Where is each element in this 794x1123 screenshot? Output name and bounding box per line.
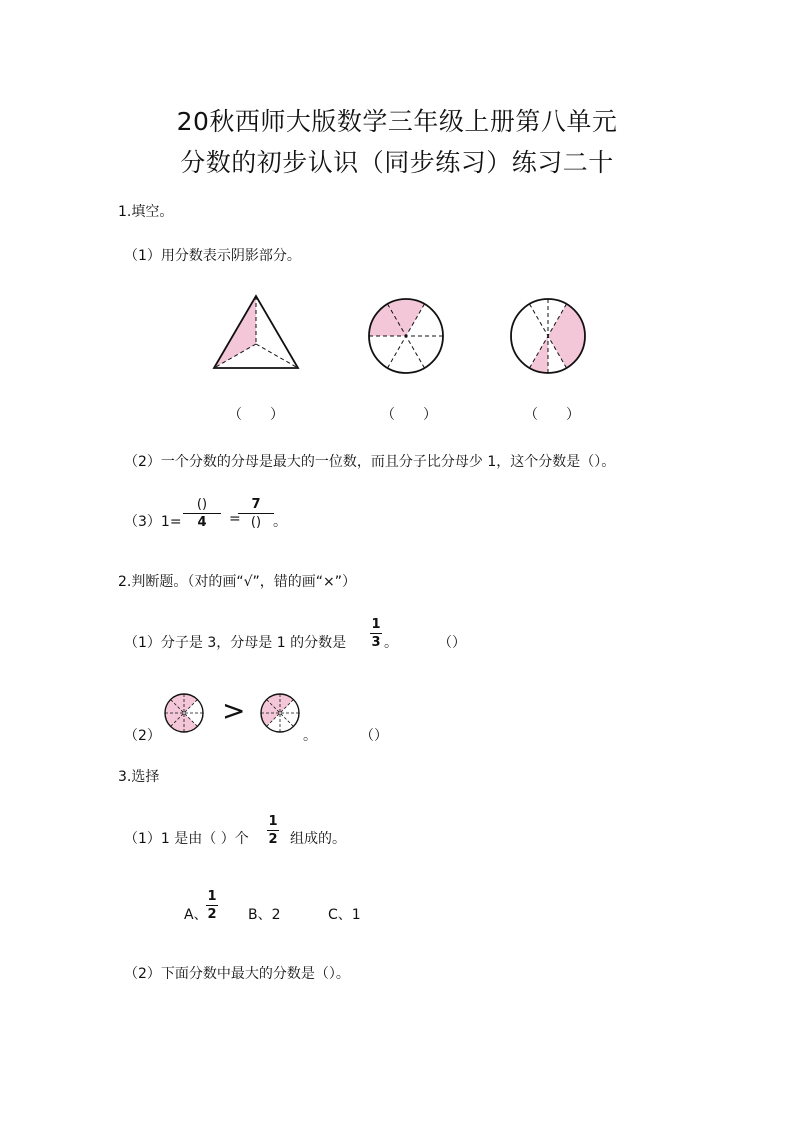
option-a-fraction[interactable]: [205, 888, 219, 923]
section3-q1-text-before: （1）1 是由（ ）个: [124, 831, 249, 847]
triangle-figure: [210, 294, 302, 372]
answer-blank-2[interactable]: （ ）: [381, 407, 437, 423]
fraction-one-half: [266, 813, 280, 848]
fraction-denominator: 2: [268, 832, 278, 847]
fraction-denominator[interactable]: (): [250, 515, 262, 530]
fraction-denominator: 4: [197, 515, 207, 530]
eighths-shaded-part: [280, 694, 293, 713]
section2-q2-prefix: （2）: [124, 728, 161, 744]
fraction-numerator: 7: [251, 497, 261, 512]
circle-figure-2: [509, 297, 587, 375]
fraction-one-third: [369, 616, 383, 651]
answer-blank-1[interactable]: （ ）: [228, 407, 284, 423]
section1-heading: 1.填空。: [118, 204, 174, 220]
eighths-circle-left: [163, 692, 205, 734]
circle-figure-1: [367, 297, 445, 375]
fraction-blank-over-4: [183, 496, 221, 531]
fraction-7-over-blank: [238, 496, 274, 531]
equals-sign: =: [229, 511, 241, 527]
option-c[interactable]: C、1: [328, 907, 361, 923]
fraction-numerator[interactable]: (): [196, 497, 208, 512]
section3-q2-text: （2）下面分数中最大的分数是（）。: [124, 966, 350, 982]
circle2-shaded-part: [548, 304, 585, 368]
answer-blank-3[interactable]: （ ）: [524, 407, 580, 423]
judge-blank-2[interactable]: （）: [360, 728, 388, 744]
section1-q3-suffix: 。: [273, 514, 287, 530]
section2-heading: 2.判断题。（对的画“√”，错的画“×”）: [118, 574, 357, 590]
fraction-numerator: 1: [268, 814, 278, 829]
option-b[interactable]: B、2: [248, 907, 281, 923]
option-a-label[interactable]: A、: [184, 907, 208, 923]
section2-q1-text: （1）分子是 3，分母是 1 的分数是: [124, 635, 347, 651]
section1-q3-prefix: （3）1=: [124, 514, 182, 530]
eighths-shaded-part: [184, 694, 197, 713]
judge-blank-1[interactable]: （）: [438, 635, 466, 651]
page-title-line2: 分数的初步认识（同步练习）练习二十: [180, 148, 614, 177]
fraction-denominator: 3: [371, 635, 381, 650]
section3-q1-text-after: 组成的。: [290, 831, 346, 847]
eighths-circle-right: [259, 692, 301, 734]
page-title-line1: 20秋西师大版数学三年级上册第八单元: [176, 107, 618, 136]
section2-q2-suffix: 。: [303, 728, 317, 744]
fraction-numerator: 1: [207, 889, 217, 904]
greater-than-sign: >: [222, 694, 246, 727]
section2-q1-suffix: 。: [384, 635, 398, 651]
section3-heading: 3.选择: [118, 769, 160, 785]
section1-q2-text: （2）一个分数的分母是最大的一位数，而且分子比分母少 1，这个分数是（）。: [124, 454, 616, 470]
section1-q1-text: （1）用分数表示阴影部分。: [124, 248, 301, 264]
eighths-shaded-part: [261, 713, 280, 726]
fraction-denominator: 2: [207, 907, 217, 922]
fraction-numerator: 1: [371, 617, 381, 632]
eighths-shaded-part: [184, 713, 197, 732]
